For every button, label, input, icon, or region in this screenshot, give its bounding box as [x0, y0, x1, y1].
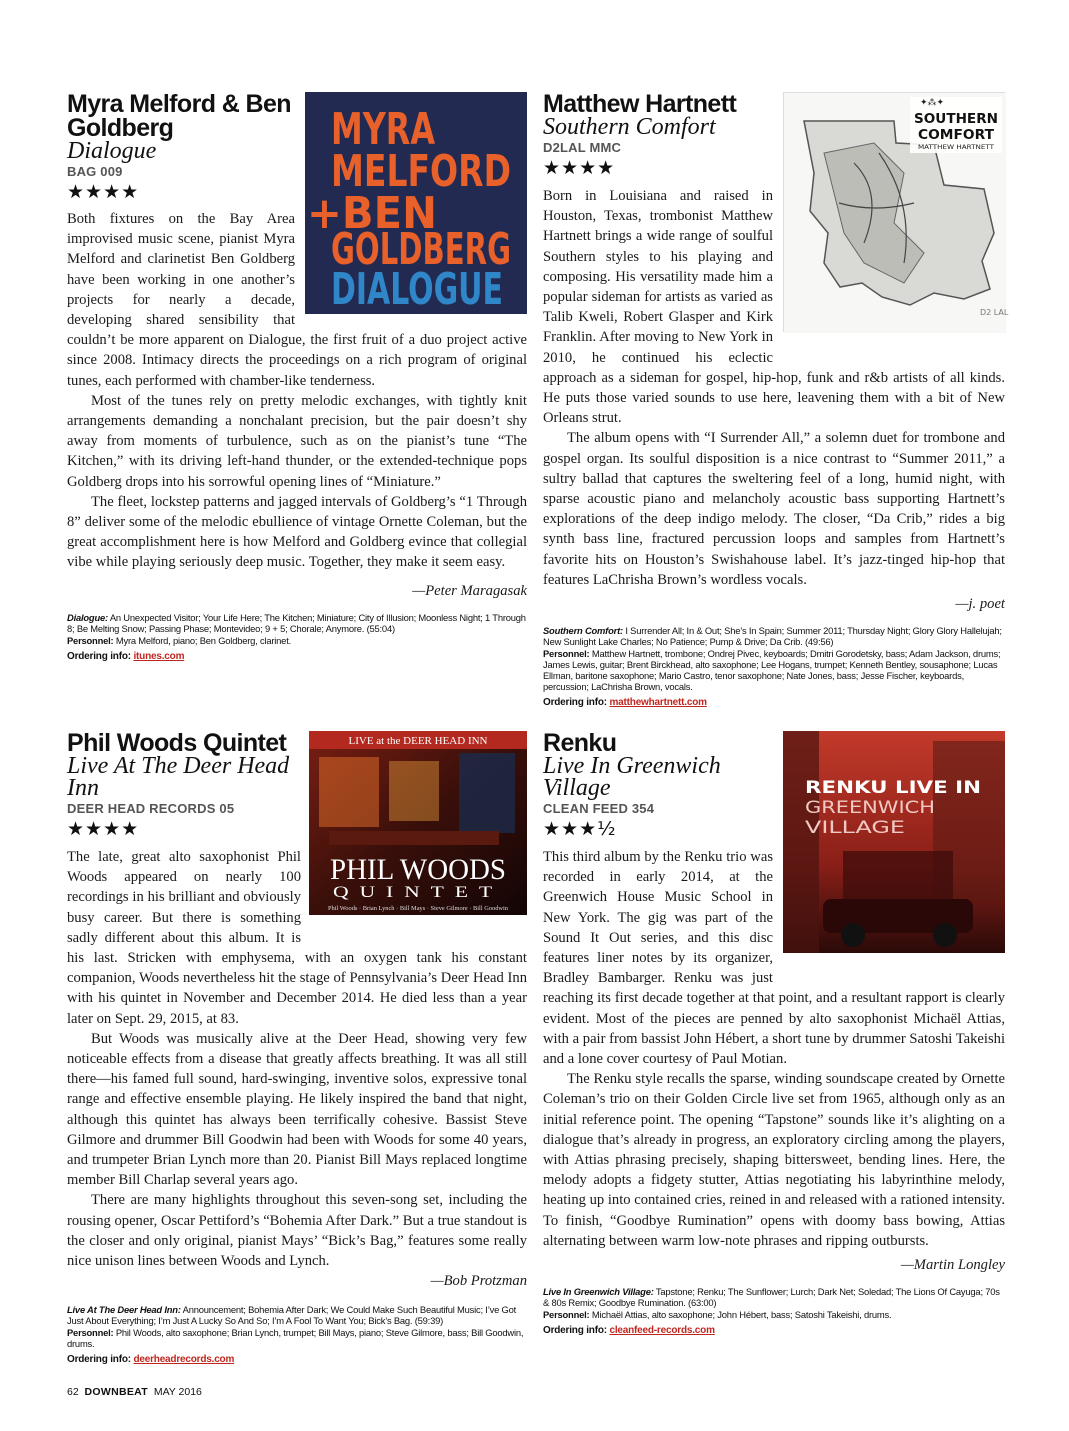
reviewer-signoff: —Peter Maragasak — [412, 582, 527, 599]
review-paragraph: Born in Louisiana and raised in Houston, Texas, trombonist Matthew Hartnett brings a wide range of soulful Southern styles to his playing and composing. His versatility made him a popular sideman for artists as varied as Talib Kweli, Robert Glasper and Kirk Franklin. After moving to New York in 2010, he continued his eclectic approach as a sideman for gospel, hip-hop, funk and r&b artists of all kinds. He puts those varied sounds to use here, leavening them with a bit of New Orleans strut. — [543, 188, 1005, 427]
personnel-label: Personnel: — [67, 1327, 114, 1339]
review-paragraph: Most of the tunes rely on pretty melodic exchanges, with tightly knit arrangements demanding a nonchalant precision, but the pair doesn’t shy away from moments of turbulence, such as on the pianist’s tune “The Kitchen,” with its driving left-hand thunder, or the extended-technique pops Goldberg drops into his sorrowful opening lines of “Miniature.” — [67, 392, 527, 490]
star-rating: ★★★★ — [67, 181, 140, 203]
review-paragraph: This third album by the Renku trio was recorded in early 2014, at the Greenwich House Music School in New York. The gig was part of the Sound It Out series, and this disc features liner notes by its organizer, Bradley Bambarger. Renku was just reaching its first decade together at that point, and a resultant rapport is clearly evident. Most of the pieces are penned by alto saxophonist Michaël Attias, with a pair from bassist John Hébert, a short tune by drummer Satoshi Takeishi and a lone cover courtesy of Paul Motian. — [543, 849, 1005, 1068]
magazine-name: DOWNBEAT — [84, 1386, 148, 1398]
album-details — [67, 1304, 527, 1365]
personnel-label: Personnel: — [543, 1309, 590, 1321]
reviewer-signoff: —Bob Protzman — [430, 1273, 527, 1290]
deer-head-cover-art — [309, 731, 527, 915]
review-phil-woods — [67, 731, 527, 1365]
cover-text-banner: LIVE at the DEER HEAD INN — [348, 735, 488, 747]
ordering-label: Ordering info: — [543, 1325, 607, 1337]
southern-comfort-cover-art — [784, 93, 1009, 333]
album-cover-renku — [783, 731, 1005, 953]
cover-text-greenwich: GREENWICH — [805, 798, 935, 818]
album-title: Southern Comfort — [543, 114, 716, 140]
review-header — [67, 731, 303, 841]
review-paragraph: The Renku style recalls the sparse, winding soundscape created by Ornette Coleman’s trio on their Golden Circle live set from 1965, although only as an initial reference point. The opening “Tapstone” sounds like it’s alighting on a dialogue that’s already in progress, an exploratory circling among the players, with Attias phrasing precisely, shaping bittersweet, bending lines. Here, the melody adopts a fidgety stutter, Attias negotiating his labyrinthine melody, heating up into contained cries, reined in and released with a rationed intensity. To finish, “Goodbye Rumination” opens with doomy bass bowing, Attias alternating between warm low-note phrases and ripping outbursts. — [543, 1071, 1005, 1249]
cover-text-ben: +BEN — [307, 188, 437, 239]
tracklist: Announcement; Bohemia After Dark; We Could Make Such Beautiful Music; I’ve Got Just About Everything; I’m Just A Lucky So And So; I’m A Fool To Want You; Bick’s Bag. (59:39) — [67, 1304, 516, 1327]
ornament-icon: ✦⁂✦ — [920, 98, 945, 108]
reviewer-signoff: —Martin Longley — [900, 1257, 1005, 1274]
cover-text-village: VILLAGE — [805, 818, 905, 838]
cover-text-melford: MELFORD — [331, 146, 511, 197]
artist-name: Myra Melford & Ben Goldberg — [67, 90, 291, 142]
tracklist: I Surrender All; In & Out; She’s In Spain; Summer 2011; Thursday Night; Glory Glory Hallelujah; New Sunlight Lake Charles; No Patience; Pump & Drive; Da Crib. (49:56) — [543, 625, 1002, 648]
personnel: Michaël Attias, alto saxophone; John Hébert, bass; Satoshi Takeishi, drums. — [591, 1309, 892, 1321]
review-hartnett — [543, 90, 1009, 709]
artist-name: Matthew Hartnett — [543, 90, 737, 118]
cover-text-goldberg: GOLDBERG — [331, 224, 511, 275]
ordering-label: Ordering info: — [543, 697, 607, 709]
ordering-label: Ordering info: — [67, 650, 131, 662]
tracklist: An Unexpected Visitor; Your Life Here; The Kitchen; Miniature; City of Illusion; Moonless Night; 1 Through 8; Be Melting Snow; Passing Phase; Montevideo; 9 + 5; Chorale; Anymore. (55:04) — [67, 611, 526, 634]
cover-text-comfort: COMFORT — [918, 128, 995, 143]
personnel: Phil Woods, alto saxophone; Brian Lynch, trumpet; Bill Mays, piano; Steve Gilmore, bass; Bill Goodwin, drums. — [67, 1327, 524, 1350]
review-header — [67, 92, 297, 204]
review-paragraph: The album opens with “I Surrender All,” a solemn duet for trombone and gospel organ. Its soulful disposition is a nice contrast to “Summer 2011,” a sultry ballad that captures the sweltering feel of a long, humid night, with sparse acoustic piano and melancholy acoustic bass supporting Hartnett’s explorations of the deep indigo melody. The closer, “Da Crib,” rides a big synth bass line, fractured percussion loops and samples from Hartnett’s favorite hits on Houston’s Swishahouse label. It’s jazz-tinged hip-hop that features LaChrisha Brown’s wordless vocals. — [543, 430, 1005, 588]
artist-name: Phil Woods Quintet — [67, 729, 287, 757]
tracklist: Tapstone; Renku; The Sunflower; Lurch; Dark Net; Soledad; The Lions Of Cayuga; 70s & 80s Remix; Goodbye Rumination. (63:00) — [543, 1286, 1000, 1309]
record-label: DEER HEAD RECORDS 05 — [67, 801, 235, 816]
review-paragraph: Both fixtures on the Bay Area improvised music scene, pianist Myra Melford and clarinetist Ben Goldberg have been working in one another’s projects for nearly a decade, developing shared sensibility that couldn’t be more apparent on Dialogue, the first fruit of a duo project active since 2008. Intimacy directs the proceedings on a rich program of original tunes, each performed with chamber-like tenderness. — [67, 211, 527, 389]
star-rating: ★★★★ — [67, 818, 140, 840]
issue-date: MAY 2016 — [153, 1386, 202, 1398]
cover-text-southern: SOUTHERN — [914, 112, 998, 127]
album-title: Live In Greenwich Village — [543, 753, 721, 801]
personnel-label: Personnel: — [543, 648, 590, 660]
star-rating: ★★★½ — [543, 818, 617, 840]
review-melford-goldberg — [67, 92, 527, 662]
album-details — [543, 1286, 1005, 1336]
personnel: Myra Melford, piano; Ben Goldberg, clarinet. — [115, 634, 292, 646]
cover-text-phil-woods: PHIL WOODS — [330, 853, 506, 886]
cover-text-myra: MYRA — [331, 104, 436, 155]
ordering-link[interactable]: cleanfeed-records.com — [609, 1325, 715, 1337]
reviewer-signoff: —j. poet — [955, 596, 1005, 613]
record-label: BAG 009 — [67, 164, 123, 179]
personnel: Matthew Hartnett, trombone; Ondrej Pivec, keyboards; Dmitri Gorodetsky, bass; Adam Jackson, drums; James Lewis, guitar; Brent Birckhead, alto saxophone; Lee Hogans, trumpet; Kenneth Bentley, sousaphone; Lucas Ellman, baritone saxophone; Mario Castro, tenor saxophone; Nate Jones, bass; Jesse Fischer, keyboards, percussion; LaChrisha Brown, vocals. — [543, 648, 1001, 693]
ordering-label: Ordering info: — [67, 1354, 131, 1366]
tracklist-label: Dialogue: — [67, 611, 108, 623]
artist-name: Renku — [543, 729, 617, 757]
cover-text-names: Phil Woods · Brian Lynch · Bill Mays · Steve Gilmore · Bill Goodwin — [328, 906, 508, 912]
cover-text-renku-live: RENKU LIVE IN — [805, 778, 981, 798]
review-renku — [543, 731, 1005, 1336]
album-cover-southern-comfort — [783, 92, 1009, 332]
record-label: D2LAL MMC — [543, 140, 622, 155]
review-header — [543, 731, 779, 841]
personnel-label: Personnel: — [67, 634, 114, 646]
page-number: 62 — [67, 1386, 79, 1398]
album-title: Dialogue — [67, 138, 157, 164]
review-paragraph: The fleet, lockstep patterns and jagged intervals of Goldberg’s “1 Through 8” deliver some of the melodic ebullience of vintage Ornette Coleman, but the great accomplishment here is how Melford and Goldberg evince that collegial vibe while playing seriously deep music. Together, they make it seem easy. — [67, 493, 527, 571]
renku-cover-art — [783, 731, 1005, 953]
review-paragraph: There are many highlights throughout this seven-song set, including the rousing opener, Oscar Pettiford’s “Bohemia After Dark.” But a true standout is the closer and only original, pianist Mays’ “Bick’s Bag,” features some really nice unison lines between Woods and Lynch. — [67, 1192, 527, 1270]
tracklist-label: Live In Greenwich Village: — [543, 1286, 654, 1298]
dialogue-cover-art — [305, 92, 527, 314]
album-cover-dialogue — [305, 92, 527, 314]
star-rating: ★★★★ — [543, 157, 616, 179]
review-paragraph: But Woods was musically alive at the Deer Head, showing very few noticeable effects from a disease that greatly affects breathing. It was all still there—his famed full sound, hard-swinging, inventive solos, expressive tonal range and effective ensemble playing. He likely inspired the band that night, although this quintet has always been terrifically cohesive. Bassist Steve Gilmore and drummer Bill Goodwin had been with Woods for some 40 years, and trumpeter Brian Lynch more than 20. Pianist Bill Mays replaced longtime member Bill Charlap several years ago. — [67, 1030, 527, 1189]
cover-text-corner: D2 LAL — [980, 308, 1009, 317]
page-footer — [67, 1386, 202, 1398]
ordering-link[interactable]: deerheadrecords.com — [133, 1354, 235, 1366]
album-details — [543, 625, 1005, 708]
ordering-link[interactable]: itunes.com — [133, 650, 185, 662]
cover-text-artist: MATTHEW HARTNETT — [918, 144, 995, 151]
tracklist-label: Live At The Deer Head Inn: — [67, 1304, 181, 1316]
cover-text-dialogue: DIALOGUE — [331, 264, 503, 315]
album-title: Live At The Deer Head Inn — [67, 753, 290, 801]
tracklist-label: Southern Comfort: — [543, 625, 623, 637]
record-label: CLEAN FEED 354 — [543, 801, 655, 816]
review-paragraph: The late, great alto saxophonist Phil Woods appeared on nearly 100 recordings in his brilliant and obviously busy career. But there is something sadly different about this album. It is his last. Stricken with emphysema, with an oxygen tank his constant companion, Woods nevertheless hit the stage of Pennsylvania’s Deer Head Inn with his quintet in November and December 2014. He died less than a year later on Sept. 29, 2015, at 83. — [67, 849, 527, 1027]
ordering-link[interactable]: matthewhartnett.com — [609, 697, 707, 709]
cover-text-quintet: QUINTET — [333, 884, 503, 901]
review-header — [543, 92, 779, 180]
album-details — [67, 612, 527, 662]
album-cover-deer-head-inn — [309, 731, 527, 915]
